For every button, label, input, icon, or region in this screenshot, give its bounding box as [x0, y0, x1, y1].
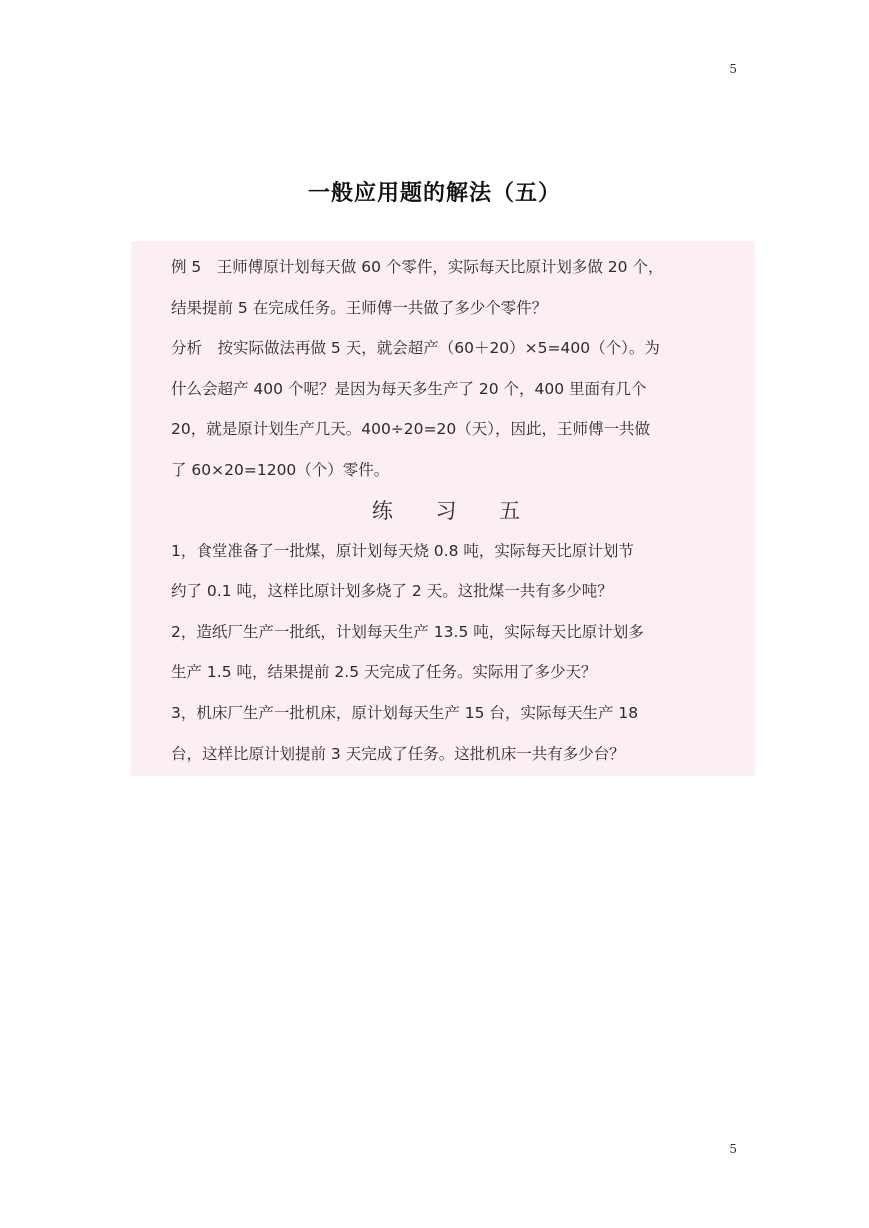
analysis-line: 什么会超产 400 个呢？是因为每天多生产了 20 个，400 里面有几个	[171, 379, 647, 398]
practice-line: 3，机床厂生产一批机床，原计划每天生产 15 台，实际每天生产 18	[171, 703, 639, 722]
page-number-bottom: 5	[729, 1142, 737, 1156]
practice-block	[171, 531, 721, 775]
analysis-block	[171, 328, 721, 490]
practice-line: 约了 0.1 吨，这样比原计划多烧了 2 天。这批煤一共有多少吨？	[171, 582, 613, 601]
practice-heading: 练 习 五	[371, 498, 539, 523]
analysis-line: 分析 按实际做法再做 5 天，就会超产（60＋20）×5=400（个）。为	[171, 339, 660, 358]
content-box	[131, 241, 755, 776]
example-line: 结果提前 5 在完成任务。王师傅一共做了多少个零件？	[171, 298, 548, 317]
page-number-top: 5	[729, 62, 737, 76]
example-line: 例 5 王师傅原计划每天做 60 个零件，实际每天比原计划多做 20 个，	[171, 258, 664, 276]
practice-line: 2，造纸厂生产一批纸，计划每天生产 13.5 吨，实际每天比原计划多	[171, 622, 644, 641]
page-title: 一般应用题的解法（五）	[307, 181, 561, 206]
example-block	[171, 247, 721, 328]
practice-line: 生产 1.5 吨，结果提前 2.5 天完成了任务。实际用了多少天？	[171, 663, 597, 682]
practice-line: 1，食堂准备了一批煤，原计划每天烧 0.8 吨，实际每天比原计划节	[171, 541, 634, 560]
analysis-line: 了 60×20=1200（个）零件。	[171, 460, 390, 479]
practice-line: 台，这样比原计划提前 3 天完成了任务。这批机床一共有多少台？	[171, 744, 625, 763]
analysis-line: 20，就是原计划生产几天。400÷20=20（天），因此，王师傅一共做	[171, 420, 650, 439]
